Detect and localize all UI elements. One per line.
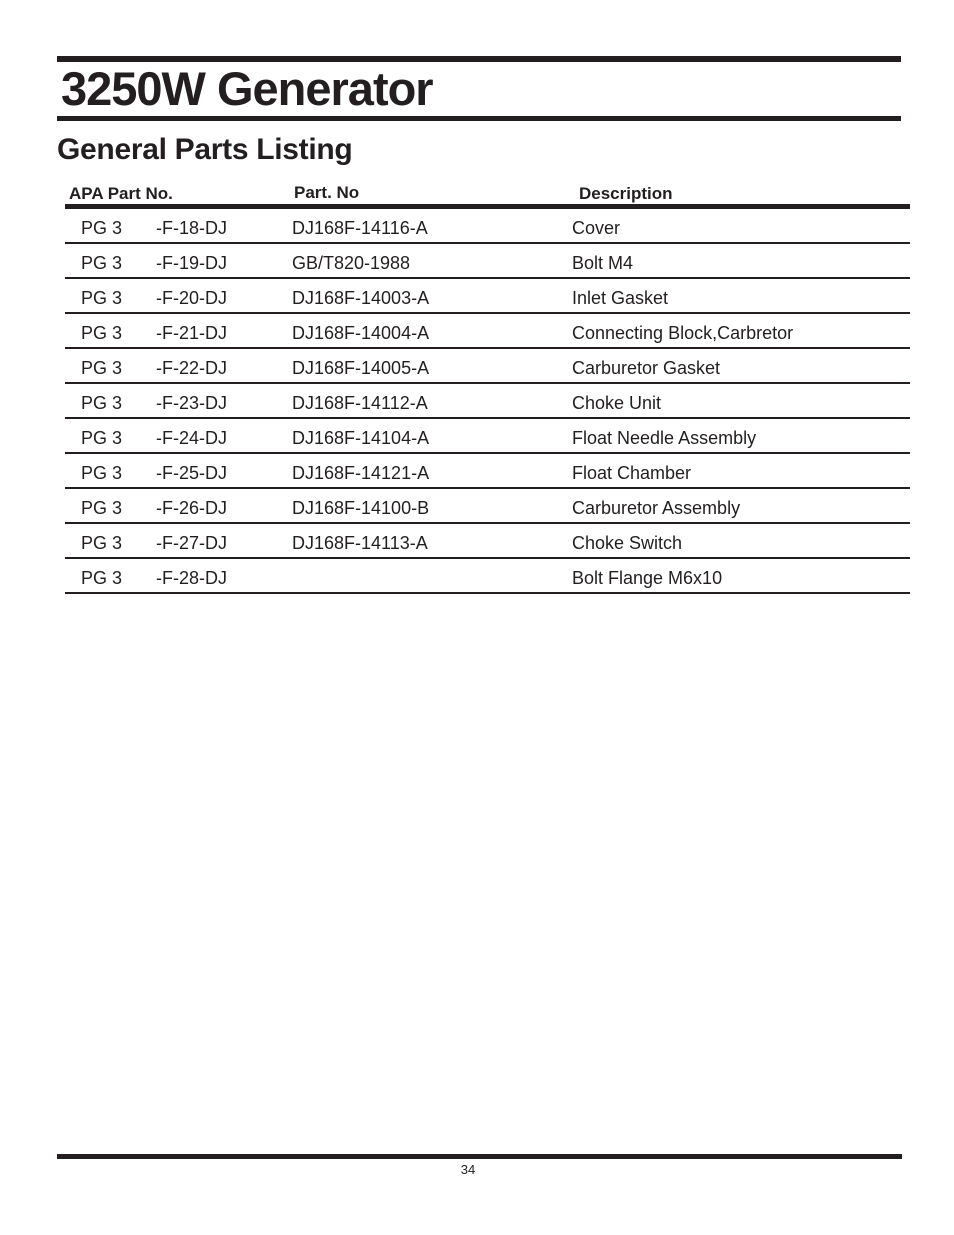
- apa-prefix-cell: PG 3: [81, 288, 123, 308]
- apa-suffix-cell: -F-19-DJ: [156, 253, 227, 273]
- description-cell: Carburetor Gasket: [572, 358, 721, 378]
- part-no-cell: DJ168F-14104-A: [292, 428, 430, 448]
- part-no-cell: DJ168F-14004-A: [292, 323, 430, 343]
- table-row: [65, 314, 910, 349]
- section-title: General Parts Listing: [57, 133, 353, 166]
- column-header-description: Description: [579, 184, 673, 203]
- apa-suffix-cell: -F-24-DJ: [156, 428, 227, 448]
- table-row: [65, 209, 910, 244]
- apa-suffix-cell: -F-28-DJ: [156, 568, 227, 588]
- parts-table: [65, 209, 910, 594]
- apa-suffix-cell: -F-23-DJ: [156, 393, 227, 413]
- page-title: 3250W Generator: [61, 62, 433, 115]
- part-no-cell: DJ168F-14003-A: [292, 288, 430, 308]
- description-cell: Cover: [572, 218, 621, 238]
- apa-prefix-cell: PG 3: [81, 533, 123, 553]
- description-cell: Inlet Gasket: [572, 288, 669, 308]
- table-row: [65, 349, 910, 384]
- description-cell: Float Chamber: [572, 463, 692, 483]
- description-cell: Connecting Block,Carbretor: [572, 323, 794, 343]
- table-row: [65, 244, 910, 279]
- apa-prefix-cell: PG 3: [81, 393, 123, 413]
- apa-prefix-cell: PG 3: [81, 463, 123, 483]
- table-row: [65, 279, 910, 314]
- apa-suffix-cell: -F-27-DJ: [156, 533, 227, 553]
- description-cell: Bolt M4: [572, 253, 634, 273]
- title-rule: [57, 116, 901, 121]
- part-no-cell: DJ168F-14005-A: [292, 358, 430, 378]
- description-cell: Carburetor Assembly: [572, 498, 741, 518]
- apa-prefix-cell: PG 3: [81, 323, 123, 343]
- column-header-part-no: Part. No: [294, 183, 360, 202]
- table-row: [65, 419, 910, 454]
- description-cell: Choke Switch: [572, 533, 683, 553]
- part-no-cell: DJ168F-14112-A: [292, 393, 428, 413]
- column-header-apa-part-no: APA Part No.: [69, 184, 173, 203]
- part-no-cell: DJ168F-14113-A: [292, 533, 428, 553]
- part-no-cell: DJ168F-14100-B: [292, 498, 430, 518]
- apa-suffix-cell: -F-21-DJ: [156, 323, 227, 343]
- apa-suffix-cell: -F-26-DJ: [156, 498, 227, 518]
- apa-prefix-cell: PG 3: [81, 568, 123, 588]
- apa-suffix-cell: -F-22-DJ: [156, 358, 227, 378]
- apa-suffix-cell: -F-25-DJ: [156, 463, 227, 483]
- page-number: 34: [460, 1162, 476, 1177]
- description-cell: Bolt Flange M6x10: [572, 568, 723, 588]
- apa-prefix-cell: PG 3: [81, 358, 123, 378]
- part-no-cell: GB/T820-1988: [292, 253, 411, 273]
- part-no-cell: DJ168F-14121-A: [292, 463, 430, 483]
- table-row: [65, 384, 910, 419]
- apa-prefix-cell: PG 3: [81, 428, 123, 448]
- part-no-cell: DJ168F-14116-A: [292, 218, 428, 238]
- table-row: [65, 559, 910, 594]
- description-cell: Choke Unit: [572, 393, 662, 413]
- apa-suffix-cell: -F-18-DJ: [156, 218, 227, 238]
- description-cell: Float Needle Assembly: [572, 428, 757, 448]
- apa-suffix-cell: -F-20-DJ: [156, 288, 227, 308]
- table-row: [65, 524, 910, 559]
- apa-prefix-cell: PG 3: [81, 498, 123, 518]
- table-row: [65, 489, 910, 524]
- bottom-rule: [57, 1154, 902, 1159]
- table-row: [65, 454, 910, 489]
- apa-prefix-cell: PG 3: [81, 253, 123, 273]
- apa-prefix-cell: PG 3: [81, 218, 123, 238]
